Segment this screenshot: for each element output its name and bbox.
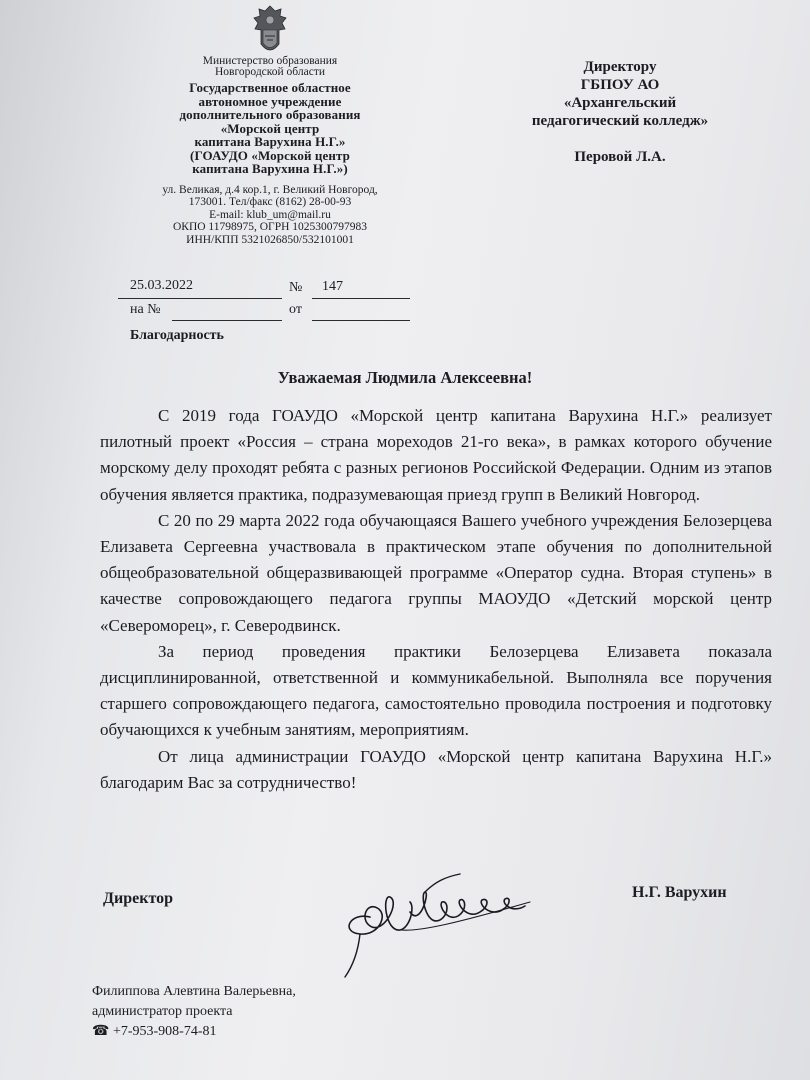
reg-date: 25.03.2022 <box>130 278 193 293</box>
email-line[interactable]: E-mail: klub_um@mail.ru <box>209 208 331 221</box>
contact-block <box>92 982 296 1042</box>
letter-body <box>100 403 772 796</box>
region-line: Новгородской области <box>214 66 325 78</box>
contact-role: администратор проекта <box>92 1004 233 1019</box>
org-line: капитана Варухина Н.Г.») <box>192 161 348 176</box>
body-paragraph: От лица администрации ГОАУДО «Морской центр капитана Варухина Н.Г.» благодарим Вас за сотрудничество! <box>100 746 772 792</box>
contact-name: Филиппова Алевтина Валерьевна, <box>92 984 296 999</box>
reg-number: 147 <box>322 279 343 294</box>
org-line: автономное учреждение <box>198 93 342 109</box>
letter-subject: Благодарность <box>130 328 224 343</box>
address-line: ИНН/КПП 5321026850/532101001 <box>186 233 354 246</box>
number-sign: № <box>289 280 303 295</box>
coat-of-arms-icon <box>245 4 295 58</box>
recipient-line: «Архангельский <box>563 95 677 111</box>
address-line: 173001. Тел/факс (8162) 28-00-93 <box>188 196 352 208</box>
date-underline <box>118 297 282 299</box>
recipient-line: ГБПОУ АО <box>580 77 660 93</box>
ref-label: на № <box>130 302 161 317</box>
from-label: от <box>289 302 302 317</box>
salutation: Уважаемая Людмила Алексеевна! <box>277 368 533 387</box>
signer-name: Н.Г. Варухин <box>632 884 727 901</box>
body-paragraph: С 2019 года ГОАУДО «Морской центр капитана Варухина Н.Г.» реализует пилотный проект «Россия – страна мореходов 21-го века», в рамках которого обучение морскому делу проходят ребята с разных регионов Российской Федерации. Одним из этапов обучения является практика, подразумевающая приезд групп в Великий Новгород. <box>100 406 772 504</box>
contact-phone-row <box>92 1022 296 1042</box>
recipient-block <box>520 58 720 166</box>
address-line: ул. Великая, д.4 кор.1, г. Великий Новгород, <box>162 183 378 196</box>
recipient-name: Перовой Л.А. <box>574 149 666 165</box>
ministry-line: Министерство образования <box>202 55 338 67</box>
ref-underline <box>172 319 282 321</box>
from-underline <box>312 319 410 321</box>
recipient-line: педагогический колледж» <box>531 113 709 129</box>
handwritten-signature <box>330 872 550 982</box>
address-block <box>120 184 420 247</box>
org-line: Государственное областное <box>189 80 351 95</box>
recipient-line: Директору <box>583 59 657 75</box>
org-line: капитана Варухина Н.Г.» <box>194 134 346 149</box>
org-name <box>120 81 420 176</box>
phone-icon: ☎ <box>92 1024 110 1039</box>
address-line: ОКПО 11798975, ОГРН 1025300797983 <box>172 221 368 233</box>
number-underline <box>312 297 410 299</box>
org-line: дополнительного образования <box>179 107 361 122</box>
org-line: «Морской центр <box>220 120 320 136</box>
body-paragraph: С 20 по 29 марта 2022 года обучающаяся Вашего учебного учреждения Белозерцева Елизавета Сергеевна участвовала в практическом этапе обучения по дополнительной общеобразовательной общеразвивающей программе «Оператор судна. Вторая ступень» в качестве сопровождающего педагога группы МАОУДО «Детский морской центр «Североморец», г. Северодвинск. <box>100 510 772 635</box>
body-paragraph: За период проведения практики Белозерцева Елизавета показала дисциплинированной, ответственной и коммуникабельной. Выполняла все поручения старшего сопровождающего педагога, самостоятельно проводила построения и подготовку обучающихся к учебным занятиям, мероприятиям. <box>100 641 772 740</box>
contact-phone[interactable]: +7-953-908-74-81 <box>112 1024 217 1039</box>
signer-title: Директор <box>103 890 173 907</box>
sender-block <box>120 56 420 246</box>
org-line: (ГОАУДО «Морской центр <box>190 147 350 163</box>
